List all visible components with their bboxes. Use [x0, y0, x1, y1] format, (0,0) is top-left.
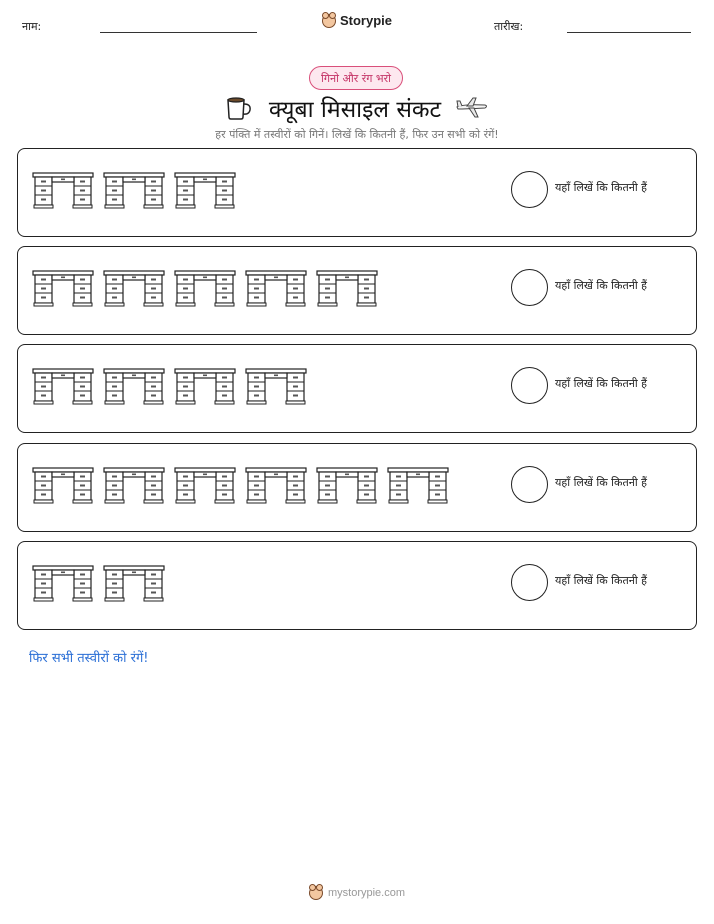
desk-group	[32, 367, 307, 405]
count-row-4	[17, 443, 697, 532]
coloring-note: फिर सभी तस्वीरों को रंगें!	[29, 651, 149, 666]
footer-site	[0, 886, 714, 900]
desk-icon	[32, 367, 94, 405]
footer-url: mystorypie.com	[327, 887, 406, 899]
answer-hint: यहाँ लिखें कि कितनी हैं	[555, 377, 648, 390]
desk-group	[32, 564, 165, 602]
desk-icon	[245, 367, 307, 405]
desk-group	[32, 466, 449, 504]
date-line	[567, 32, 691, 33]
title-row	[0, 91, 714, 125]
count-row-5	[17, 541, 697, 630]
brand-name: Storypie	[339, 13, 392, 28]
name-line	[100, 32, 257, 33]
desk-icon	[103, 171, 165, 209]
desk-icon	[32, 466, 94, 504]
bear-icon	[322, 14, 336, 28]
desk-icon	[103, 367, 165, 405]
desk-icon	[174, 269, 236, 307]
bear-icon	[309, 886, 323, 900]
answer-hint: यहाँ लिखें कि कितनी हैं	[555, 574, 648, 587]
desk-icon	[174, 171, 236, 209]
desk-group	[32, 171, 236, 209]
answer-hint: यहाँ लिखें कि कितनी हैं	[555, 181, 648, 194]
coffee-mug-icon	[225, 94, 255, 122]
activity-badge: गिनो और रंग भरो	[309, 66, 403, 90]
page-title: क्यूबा मिसाइल संकट	[268, 97, 442, 123]
count-row-1	[17, 148, 697, 237]
airplane-icon	[455, 95, 489, 121]
answer-hint: यहाँ लिखें कि कितनी हैं	[555, 476, 648, 489]
desk-icon	[316, 269, 378, 307]
answer-circle[interactable]	[511, 269, 548, 306]
desk-icon	[32, 564, 94, 602]
name-label: नाम:	[22, 20, 42, 33]
count-row-2	[17, 246, 697, 335]
answer-circle[interactable]	[511, 564, 548, 601]
desk-group	[32, 269, 378, 307]
answer-circle[interactable]	[511, 367, 548, 404]
answer-circle[interactable]	[511, 171, 548, 208]
desk-icon	[174, 466, 236, 504]
count-row-3	[17, 344, 697, 433]
desk-icon	[32, 269, 94, 307]
desk-icon	[32, 171, 94, 209]
desk-icon	[103, 466, 165, 504]
instructions-text: हर पंक्ति में तस्वीरों को गिनें। लिखें कि कितनी हैं, फिर उन सभी को रंगें!	[215, 128, 499, 141]
desk-icon	[103, 269, 165, 307]
date-label: तारीख:	[494, 20, 524, 33]
desk-icon	[387, 466, 449, 504]
desk-icon	[245, 466, 307, 504]
desk-icon	[245, 269, 307, 307]
brand-logo	[0, 13, 714, 28]
answer-circle[interactable]	[511, 466, 548, 503]
desk-icon	[103, 564, 165, 602]
answer-hint: यहाँ लिखें कि कितनी हैं	[555, 279, 648, 292]
desk-icon	[316, 466, 378, 504]
desk-icon	[174, 367, 236, 405]
